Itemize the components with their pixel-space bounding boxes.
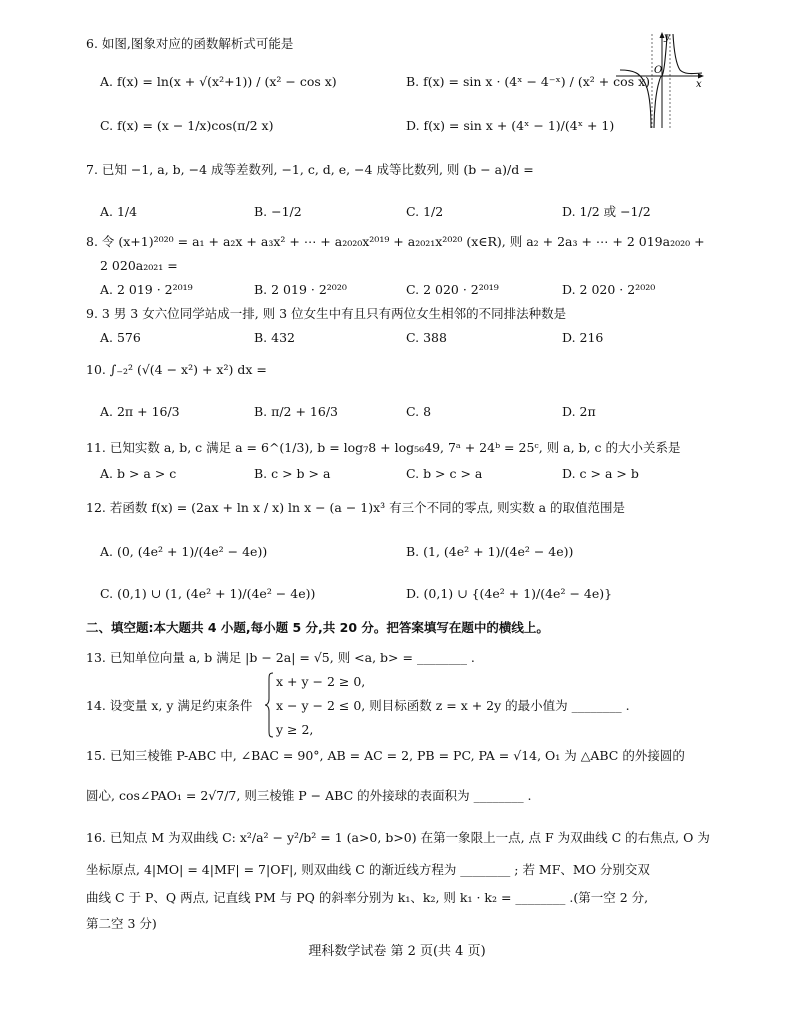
q12-option-a: A. (0, (4e² + 1)/(4e² − 4e)) xyxy=(100,544,268,559)
q9-option-c: C. 388 xyxy=(406,330,447,345)
q10-stem: 10. ∫₋₂² (√(4 − x²) + x²) dx = xyxy=(86,362,267,377)
left-branch xyxy=(620,70,651,128)
q14-constraint-2: x − y − 2 ≤ 0, 则目标函数 z = x + 2y 的最小值为 ________ . xyxy=(276,698,630,713)
q8-stem-line2: 2 020a₂₀₂₁ = xyxy=(100,258,178,273)
q10-option-b: B. π/2 + 16/3 xyxy=(254,404,339,419)
q11-option-a: A. b > a > c xyxy=(100,466,177,481)
right-branch xyxy=(673,34,702,74)
q16-line3: 曲线 C 于 P、Q 两点, 记直线 PM 与 PQ 的斜率分别为 k₁、k₂, 则 k₁ · k₂ = ________ .(第一空 2 分, xyxy=(86,890,649,905)
q16-line1: 16. 已知点 M 为双曲线 C: x²/a² − y²/b² = 1 (a>0, b>0) 在第一象限上一点, 点 F 为双曲线 C 的右焦点, O 为 xyxy=(86,830,710,845)
q6-option-a: A. f(x) = ln(x + √(x²+1)) / (x² − cos x) xyxy=(100,74,337,89)
q11-option-d: D. c > a > b xyxy=(562,466,639,481)
x-axis-arrow xyxy=(698,74,704,79)
page-footer: 理科数学试卷 第 2 页(共 4 页) xyxy=(308,944,486,959)
q9-option-d: D. 216 xyxy=(562,330,604,345)
graph-label-y: y xyxy=(664,32,670,43)
q9-option-a: A. 576 xyxy=(100,330,141,345)
q10-option-a: A. 2π + 16/3 xyxy=(100,404,180,419)
q14-constraint-3: y ≥ 2, xyxy=(276,722,314,737)
q11-stem: 11. 已知实数 a, b, c 满足 a = 6^(1/3), b = log₇8 + log₅₆49, 7ᵃ + 24ᵇ = 25ᶜ, 则 a, b, c 的大小关系是 xyxy=(86,440,681,455)
q7-option-a: A. 1/4 xyxy=(100,204,138,219)
q12-option-c: C. (0,1) ∪ (1, (4e² + 1)/(4e² − 4e)) xyxy=(100,586,316,601)
q8-stem-line1: 8. 令 (x+1)²⁰²⁰ = a₁ + a₂x + a₃x² + ⋯ + a₂₀₂₀x²⁰¹⁹ + a₂₀₂₁x²⁰²⁰ (x∈R), 则 a₂ + 2a₃ + ⋯ + 2 019a₂₀₂₀ + xyxy=(86,234,705,249)
q12-option-d: D. (0,1) ∪ {(4e² + 1)/(4e² − 4e)} xyxy=(406,586,613,601)
q14-brace xyxy=(264,672,274,738)
q10-option-d: D. 2π xyxy=(562,404,596,419)
q15-line2: 圆心, cos∠PAO₁ = 2√7/7, 则三棱锥 P − ABC 的外接球的表面积为 ________ . xyxy=(86,788,532,803)
q7-option-d: D. 1/2 或 −1/2 xyxy=(562,204,651,219)
q7-option-b: B. −1/2 xyxy=(254,204,302,219)
q14-lead: 14. 设变量 x, y 满足约束条件 xyxy=(86,698,253,713)
q6-option-d: D. f(x) = sin x + (4ˣ − 1)/(4ˣ + 1) xyxy=(406,118,615,133)
q12-option-b: B. (1, (4e² + 1)/(4e² − 4e)) xyxy=(406,544,574,559)
q13-stem: 13. 已知单位向量 a, b 满足 |b − 2a| = √5, 则 <a, b> = ________ . xyxy=(86,650,475,665)
q9-stem: 9. 3 男 3 女六位同学站成一排, 则 3 位女生中有且只有两位女生相邻的不同排法种数是 xyxy=(86,306,567,321)
q12-stem: 12. 若函数 f(x) = (2ax + ln x / x) ln x − (a − 1)x³ 有三个不同的零点, 则实数 a 的取值范围是 xyxy=(86,500,626,515)
q6-stem: 6. 如图,图象对应的函数解析式可能是 xyxy=(86,36,294,51)
q11-option-b: B. c > b > a xyxy=(254,466,331,481)
q9-option-b: B. 432 xyxy=(254,330,295,345)
q10-option-c: C. 8 xyxy=(406,404,432,419)
q16-line2: 坐标原点, 4|MO| = 4|MF| = 7|OF|, 则双曲线 C 的渐近线方程为 ________ ; 若 MF、MO 分别交双 xyxy=(86,862,650,877)
q14-constraint-1: x + y − 2 ≥ 0, xyxy=(276,674,366,689)
q6-option-b: B. f(x) = sin x · (4ˣ − 4⁻ˣ) / (x² + cos x) xyxy=(406,74,651,89)
q7-stem: 7. 已知 −1, a, b, −4 成等差数列, −1, c, d, e, −4 成等比数列, 则 (b − a)/d = xyxy=(86,162,534,177)
q7-option-c: C. 1/2 xyxy=(406,204,444,219)
q11-option-c: C. b > c > a xyxy=(406,466,483,481)
middle-branch-lower xyxy=(654,76,662,128)
graph-label-origin: O xyxy=(654,65,663,76)
q6-function-graph xyxy=(616,30,706,130)
q8-option-b: B. 2 019 · 2²⁰²⁰ xyxy=(254,282,347,297)
graph-label-x: x xyxy=(696,79,702,90)
q15-line1: 15. 已知三棱锥 P-ABC 中, ∠BAC = 90°, AB = AC = 2, PB = PC, PA = √14, O₁ 为 △ABC 的外接圆的 xyxy=(86,748,685,763)
section-2-heading: 二、填空题:本大题共 4 小题,每小题 5 分,共 20 分。把答案填写在题中的横线上。 xyxy=(86,620,549,635)
q8-option-d: D. 2 020 · 2²⁰²⁰ xyxy=(562,282,656,297)
q8-option-c: C. 2 020 · 2²⁰¹⁹ xyxy=(406,282,499,297)
q6-option-c: C. f(x) = (x − 1/x)cos(π/2 x) xyxy=(100,118,274,133)
q16-line4: 第二空 3 分) xyxy=(86,916,157,931)
q8-option-a: A. 2 019 · 2²⁰¹⁹ xyxy=(100,282,193,297)
